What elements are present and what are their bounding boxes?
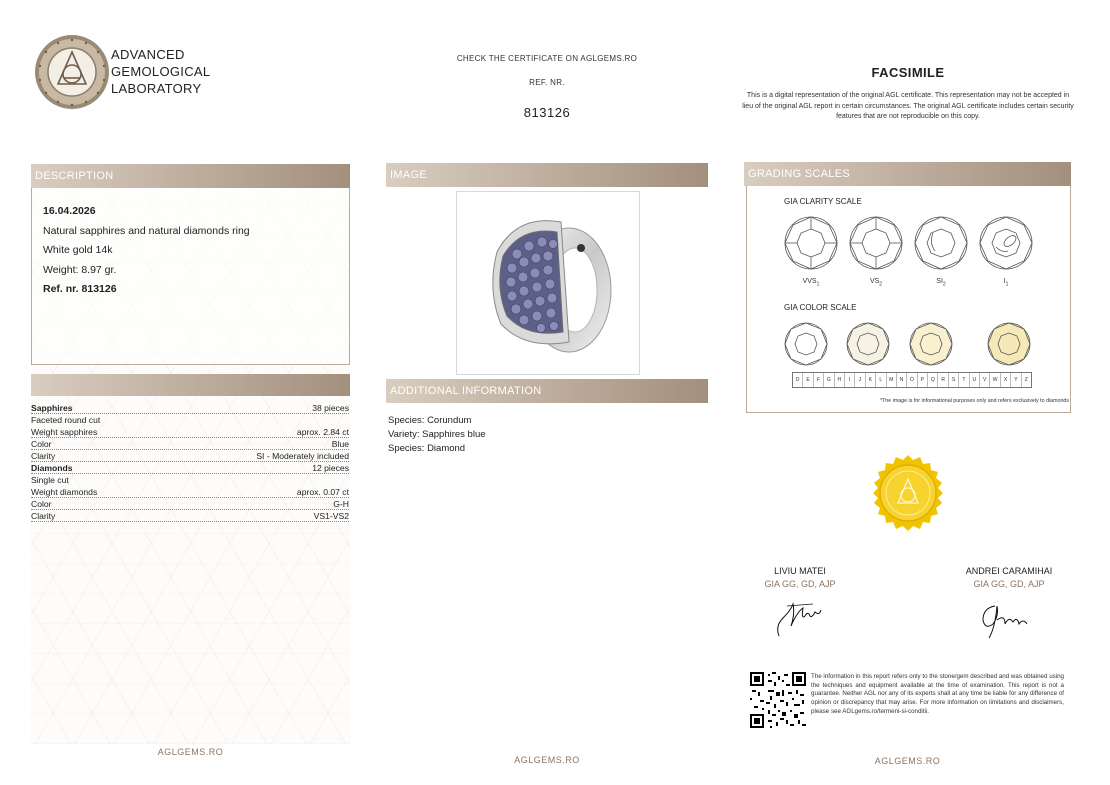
grading-note: *The image is for informational purposes only and refers exclusively to diamonds (879, 398, 1069, 404)
color-grade-letter: R (938, 373, 948, 387)
color-grade-letter: Q (928, 373, 938, 387)
agl-logo (34, 34, 214, 114)
color-grade-letter: W (990, 373, 1000, 387)
facsimile-text: This is a digital representation of the original AGL certificate. This representation may not be accepted in lieu of the original AGL report in certain circumstances. The original AGL certificate includes certain security features that are not reproducible on this copy. (742, 92, 1074, 120)
logo-line-3: LABORATORY (111, 81, 202, 96)
clarity-label-vs2: $VS_2$ (869, 278, 883, 288)
spec-row (31, 486, 349, 498)
clarity-label-i1: $I_1$ (1003, 278, 1009, 288)
spec-row (31, 498, 349, 510)
spec-value: 38 pieces (312, 403, 349, 413)
info-line: Species: Corundum (388, 415, 472, 426)
color-grade-letter: S (949, 373, 959, 387)
qr-code-icon[interactable] (750, 672, 806, 728)
spec-row (31, 510, 349, 522)
spec-label: Faceted round cut (31, 415, 101, 425)
color-grade-letter: F (814, 373, 824, 387)
signer-title: GIA GG, GD, AJP (764, 579, 836, 589)
spec-value: Blue (331, 439, 349, 449)
signature-block-left (745, 566, 855, 589)
footer-website-left[interactable]: AGLGEMS.RO (157, 747, 224, 757)
footer-website-middle[interactable]: AGLGEMS.RO (514, 755, 580, 765)
signer-name: ANDREI CARAMIHAI (965, 566, 1053, 576)
color-grade-letter: N (897, 373, 907, 387)
agl-seal-icon (34, 34, 110, 110)
spec-value: aprox. 0.07 ct (296, 487, 349, 497)
spec-row (31, 462, 349, 474)
spec-row (31, 414, 349, 426)
color-scale-title: GIA COLOR SCALE (784, 303, 857, 312)
signer-title: GIA GG, GD, AJP (973, 579, 1045, 589)
facsimile-title: FACSIMILE (871, 65, 945, 80)
color-grade-letter: X (1001, 373, 1011, 387)
color-grade-letter: D (793, 373, 803, 387)
image-header: IMAGE (386, 163, 708, 187)
spec-label: Clarity (31, 511, 56, 521)
color-letter-scale (792, 372, 1032, 388)
spec-label: Weight sapphires (31, 427, 98, 437)
description-header: DESCRIPTION (31, 164, 350, 188)
description-line: White gold 14k (43, 244, 113, 256)
signature-icon (773, 596, 833, 644)
logo-line-1: ADVANCED (111, 47, 185, 62)
specs-list (31, 402, 349, 522)
color-grade-letter: P (918, 373, 928, 387)
spec-label: Color (31, 439, 52, 449)
spec-value: G-H (333, 499, 349, 509)
clarity-label-vvs1: $VVS_1$ (802, 278, 820, 288)
ref-label: REF. NR. (529, 78, 565, 87)
color-grade-letter: L (876, 373, 886, 387)
color-grade-letter: O (907, 373, 917, 387)
color-grade-letter: V (980, 373, 990, 387)
color-diamonds (747, 320, 1070, 370)
gold-seal-icon (869, 454, 947, 532)
spec-label: Single cut (31, 475, 69, 485)
ring-image (457, 192, 639, 374)
spec-value: SI - Moderately included (256, 451, 349, 461)
description-line: Natural sapphires and natural diamonds ring (43, 224, 250, 237)
additional-info-list (388, 414, 486, 456)
color-grade-letter: T (959, 373, 969, 387)
spec-value: 12 pieces (312, 463, 349, 473)
spec-label: Clarity (31, 451, 56, 461)
description-box (31, 188, 350, 365)
spec-label: Weight diamonds (31, 487, 98, 497)
clarity-scale-title: GIA CLARITY SCALE (784, 197, 862, 206)
spec-row (31, 474, 349, 486)
clarity-label-si2: $SI_2$ (936, 278, 946, 288)
spec-value: VS1-VS2 (313, 511, 349, 521)
color-grade-letter: Z (1024, 377, 1028, 383)
additional-info-header: ADDITIONAL INFORMATION (386, 379, 708, 403)
spec-row (31, 402, 349, 414)
color-grade-letter: E (803, 373, 813, 387)
spec-row (31, 438, 349, 450)
logo-line-2: GEMOLOGICAL (111, 64, 211, 79)
spec-label: Sapphires (31, 403, 73, 413)
grading-header: GRADING SCALES (744, 162, 1071, 186)
info-line: Species: Diamond (388, 443, 466, 454)
check-certificate-text: CHECK THE CERTIFICATE ON AGLGEMS.RO (456, 54, 638, 63)
certificate-date: 16.04.2026 (43, 205, 96, 217)
spec-row (31, 426, 349, 438)
description-line: Weight: 8.97 gr. (43, 263, 117, 276)
signature-icon (975, 594, 1035, 642)
color-grade-letter: J (855, 373, 865, 387)
color-grade-letter: Y (1011, 373, 1021, 387)
color-grade-letter: M (887, 373, 897, 387)
color-grade-letter: G (824, 373, 834, 387)
spec-row (31, 450, 349, 462)
grading-box (746, 186, 1071, 413)
color-grade-letter: I (845, 373, 855, 387)
footer-website-right[interactable]: AGLGEMS.RO (874, 756, 941, 766)
product-image-frame (456, 191, 640, 375)
color-grade-letter: H (835, 373, 845, 387)
disclaimer-text: The information in this report refers only to the stone/gem described and was obtained using the techniques and equipment available at the time of examination. This report is not a guarantee. Neither AGL nor any of its experts shall at any time be liable for any difference of opinion or discrepancy that may arise. For more information on limitations and disclaimers, please see AGLgems.ro/termeni-si-conditii. (811, 673, 1064, 715)
signer-name: LIVIU MATEI (774, 566, 826, 576)
specs-header (31, 374, 350, 396)
info-line: Variety: Sapphires blue (388, 429, 486, 440)
spec-label: Color (31, 499, 52, 509)
spec-label: Diamonds (31, 463, 73, 473)
spec-value: aprox. 2.84 ct (296, 427, 349, 437)
color-grade-letter: K (866, 373, 876, 387)
ref-number: 813126 (523, 105, 571, 120)
signature-block-right (945, 566, 1073, 589)
color-grade-letter: U (970, 373, 980, 387)
description-ref: Ref. nr. 813126 (43, 283, 117, 295)
clarity-diamonds (747, 212, 1070, 272)
